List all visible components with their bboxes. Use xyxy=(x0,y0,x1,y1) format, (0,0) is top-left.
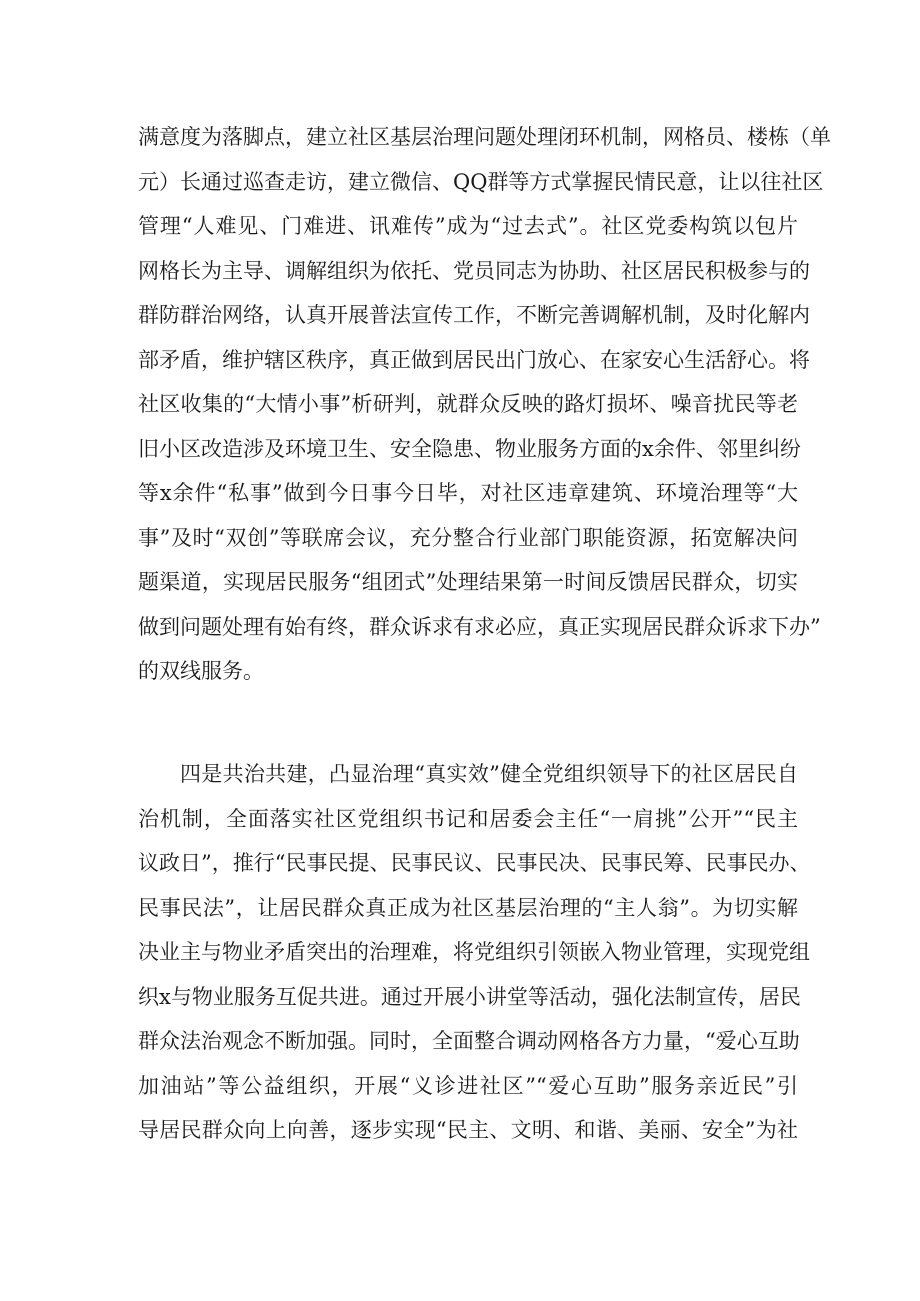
paragraph-line: 民事民法”，让居民群众真正成为社区基层治理的“主人翁”。为切实解 xyxy=(138,895,798,920)
paragraph-line: 群防群治网络，认真开展普法宣传工作，不断完善调解机制，及时化解内 xyxy=(138,303,810,327)
paragraph-line: 题渠道，实现居民服务“组团式”处理结果第一时间反馈居民群众，切实 xyxy=(138,570,798,594)
paragraph-line: 织x与物业服务互促共进。通过开展小讲堂等活动，强化法制宣传，居民 xyxy=(138,984,801,1009)
paragraph-first-line: 四是共治共建，凸显治理“真实效”健全党组织领导下的社区居民自 xyxy=(180,762,798,786)
paragraph-line: 满意度为落脚点，建立社区基层治理问题处理闭环机制，网格员、楼栋（单 xyxy=(138,125,831,149)
paragraph-1 xyxy=(138,115,831,694)
paragraph-line: 等x余件“私事”做到今日事今日毕，对社区违章建筑、环境治理等“大 xyxy=(138,481,798,505)
paragraph-line: 议政日”，推行“民事民提、民事民议、民事民决、民事民筹、民事民办、 xyxy=(138,851,811,875)
paragraph-line: 群众法治观念不断加强。同时，全面整合调动网格各方力量，“爱心互助 xyxy=(138,1029,800,1053)
paragraph-line: 做到问题处理有始有终，群众诉求有求必应，真正实现居民群众诉求下办” xyxy=(138,614,821,639)
paragraph-2 xyxy=(138,752,811,1153)
paragraph-line: 加油站”等公益组织，开展“义诊进社区”“爱心互助”服务亲近民”引 xyxy=(138,1073,798,1098)
paragraph-line: 管理“人难见、门难进、讯难传”成为“过去式”。社区党委构筑以包片 xyxy=(138,214,798,238)
paragraph-line: 的双线服务。 xyxy=(138,659,264,683)
paragraph-line: 决业主与物业矛盾突出的治理难，将党组织引领嵌入物业管理，实现党组 xyxy=(138,940,810,964)
paragraph-line: 网格长为主导、调解组织为依托、党员同志为协助、社区居民积极参与的 xyxy=(138,258,810,283)
paragraph-line: 事”及时“双创”等联席会议，充分整合行业部门职能资源，拓宽解决问 xyxy=(138,525,798,550)
paragraph-line: 导居民群众向上向善，逐步实现“民主、文明、和谐、美丽、安全”为社 xyxy=(138,1118,798,1142)
paragraph-line: 社区收集的“大情小事”析研判，就群众反映的路灯损坏、噪音扰民等老 xyxy=(138,392,798,416)
paragraph-line: 部矛盾，维护辖区秩序，真正做到居民出门放心、在家安心生活舒心。将 xyxy=(138,347,810,372)
paragraph-line: 旧小区改造涉及环境卫生、安全隐患、物业服务方面的x余件、邻里纠纷 xyxy=(138,436,801,461)
paragraph-line: 治机制，全面落实社区党组织书记和居委会主任“一肩挑”公开”“民主 xyxy=(138,806,798,831)
paragraph-line: 元）长通过巡查走访，建立微信、QQ群等方式掌握民情民意，让以往社区 xyxy=(138,169,824,194)
